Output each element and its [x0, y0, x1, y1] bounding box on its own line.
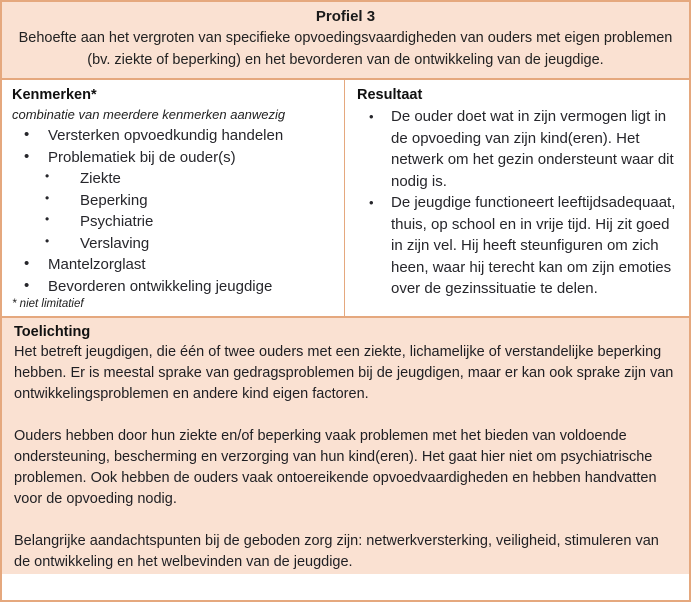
kenmerken-sublist: [12, 168, 334, 254]
card-header: [2, 2, 689, 80]
toelichting-paragraph: Belangrijke aandachtspunten bij de geboden zorg zijn: netwerkversterking, veiligheid, stimuleren van de ontwikkeling en het welbevinden van de jeugdige.: [14, 533, 659, 570]
list-item: • Mantelzorglast: [12, 254, 334, 276]
toelichting-section: [2, 318, 689, 574]
list-item: • Bevorderen ontwikkeling jeugdige: [12, 276, 334, 298]
list-item: • Beperking: [12, 190, 334, 212]
toelichting-heading: Toelichting: [14, 324, 91, 340]
resultaat-column: [345, 80, 689, 316]
toelichting-paragraph: Het betreft jeugdigen, die één of twee ouders met een ziekte, lichamelijke of verstandelijke beperking hebben. Er is meestal sprake van gedragsproblemen bij de jeugdigen, maar er kan ook sprake zijn van ontwikkelingsproblemen en andere kind eigen factoren.: [14, 344, 674, 402]
page-title: Profiel 3: [315, 8, 376, 25]
resultaat-list: [357, 106, 679, 300]
kenmerken-list-continued: [12, 254, 334, 297]
list-item: • Versterken opvoedkundig handelen: [12, 125, 334, 147]
kenmerken-heading: Kenmerken*: [12, 87, 97, 103]
list-item: • De jeugdige functioneert leeftijdsadequaat, thuis, op school en in vrije tijd. Hij zit goed in zijn vel. Hij heeft steunfiguren om zich heen, waar hij terecht kan om zijn emoties over de gezinssituatie te delen.: [357, 192, 679, 300]
kenmerken-footnote: * niet limitatief: [12, 298, 84, 310]
kenmerken-note: combinatie van meerdere kenmerken aanwezig: [12, 107, 286, 122]
columns-band: [2, 80, 689, 318]
list-item: • De ouder doet wat in zijn vermogen ligt in de opvoeding van zijn kind(eren). Het netwerk om het gezin ondersteunt waar dit nodig is.: [357, 106, 679, 192]
list-item: • Psychiatrie: [12, 211, 334, 233]
kenmerken-column: [2, 80, 345, 316]
resultaat-heading: Resultaat: [357, 87, 423, 103]
list-item: • Problematiek bij de ouder(s): [12, 147, 334, 169]
list-item: • Verslaving: [12, 233, 334, 255]
kenmerken-list: [12, 125, 334, 168]
page-subtitle: Behoefte aan het vergroten van specifieke opvoedingsvaardigheden van ouders met eigen problemen (bv. ziekte of beperking) en het bevorderen van de ontwikkeling van de jeugdige.: [18, 30, 673, 68]
toelichting-paragraph: Ouders hebben door hun ziekte en/of beperking vaak problemen met het bieden van voldoende ondersteuning, bescherming en verzorging van hun kind(eren). Het gaat hier niet om psychiatrische problemen. Ook hebben de ouders vaak ontoereikende opvoedvaardigheden en hebben handvatten voor de opvoeding nodig.: [14, 428, 657, 507]
list-item: • Ziekte: [12, 168, 334, 190]
